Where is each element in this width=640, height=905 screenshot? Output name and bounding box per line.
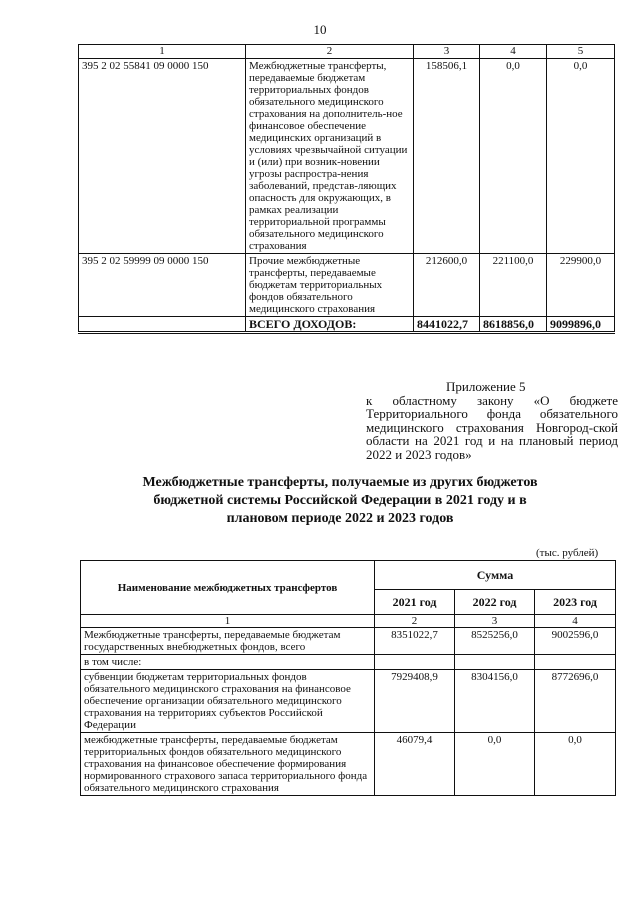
name-header: Наименование межбюджетных трансфертов	[81, 561, 375, 615]
transfer-name: Межбюджетные трансферты, передаваемые бюджетам государственных внебюджетных фондов, всего	[81, 628, 375, 655]
col-number: 4	[535, 615, 616, 628]
col-number: 5	[547, 45, 615, 59]
value-2021	[375, 655, 455, 670]
value-2022: 8525256,0	[455, 628, 535, 655]
budget-code: 395 2 02 59999 09 0000 150	[79, 254, 246, 317]
table-row	[81, 733, 616, 796]
year-header: 2023 год	[535, 590, 616, 615]
transfer-name: межбюджетные трансферты, передаваемые бюджетам территориальных фондов обязательного медицинского страхования на финансовое обеспечение формирования нормированного страхового запаса территориального фонда обязательного медицинского страхования	[81, 733, 375, 796]
col-number: 3	[414, 45, 480, 59]
header-row	[81, 561, 616, 590]
page-number: 10	[313, 22, 327, 37]
value-2023: 8772696,0	[535, 670, 616, 733]
value-2022	[455, 655, 535, 670]
value-2021: 158506,1	[414, 59, 480, 254]
value-2023: 0,0	[547, 59, 615, 254]
value-2023: 9002596,0	[535, 628, 616, 655]
value-2022: 0,0	[455, 733, 535, 796]
table-row	[79, 254, 615, 317]
total-empty-cell	[79, 317, 246, 333]
table-row	[81, 628, 616, 655]
value-2022: 8304156,0	[455, 670, 535, 733]
col-number: 1	[81, 615, 375, 628]
income-name: Прочие межбюджетные трансферты, передаваемые бюджетам территориальных фондов обязательного медицинского страхования	[246, 254, 414, 317]
value-2021: 212600,0	[414, 254, 480, 317]
transfers-table	[80, 560, 616, 796]
value-2021: 7929408,9	[375, 670, 455, 733]
column-number-row	[81, 615, 616, 628]
income-name: Межбюджетные трансферты, передаваемые бюджетам территориальных фондов обязательного медицинского страхования на дополнитель-ное финансовое обеспечение медицинских организаций в условиях чрезвычайной ситуации и (или) при возник-новении угрозы распростра-нения заболеваний, представ-ляющих опасность для окружающих, в рамках реализации территориальной программы обязательного медицинского страхования	[246, 59, 414, 254]
col-number: 2	[246, 45, 414, 59]
budget-code: 395 2 02 55841 09 0000 150	[79, 59, 246, 254]
total-label: ВСЕГО ДОХОДОВ:	[246, 317, 414, 333]
appendix-body: к областному закону «О бюджете Территориального фонда обязательного медицинского страхования Новгород-ской области на 2021 год и на плановый период 2022 и 2023 годов»	[366, 392, 618, 462]
income-table	[78, 44, 615, 334]
value-2022: 0,0	[480, 59, 547, 254]
appendix-reference	[366, 380, 618, 461]
col-number: 2	[375, 615, 455, 628]
total-2021: 8441022,7	[414, 317, 480, 333]
unit-label: (тыс. рублей)	[536, 547, 599, 559]
col-number: 1	[79, 45, 246, 59]
transfer-name: в том числе:	[81, 655, 375, 670]
table-row	[81, 670, 616, 733]
col-number: 4	[480, 45, 547, 59]
value-2023: 0,0	[535, 733, 616, 796]
table-row	[81, 655, 616, 670]
sum-header: Сумма	[375, 561, 616, 590]
value-2021: 46079,4	[375, 733, 455, 796]
document-title: Межбюджетные трансферты, получаемые из других бюджетов бюджетной системы Российской Федерации в 2021 году и в плановом периоде 2022 и 2023 годов	[142, 475, 538, 526]
year-header: 2022 год	[455, 590, 535, 615]
transfer-name: субвенции бюджетам территориальных фондов обязательного медицинского страхования на финансовое обеспечение организации обязательного медицинского страхования на территориях субъектов Российской Федерации	[81, 670, 375, 733]
appendix-head: Приложение 5	[446, 379, 526, 394]
total-row	[79, 317, 615, 333]
total-2022: 8618856,0	[480, 317, 547, 333]
year-header: 2021 год	[375, 590, 455, 615]
value-2023	[535, 655, 616, 670]
table-row	[79, 59, 615, 254]
value-2022: 221100,0	[480, 254, 547, 317]
total-2023: 9099896,0	[547, 317, 615, 333]
column-number-row	[79, 45, 615, 59]
value-2021: 8351022,7	[375, 628, 455, 655]
value-2023: 229900,0	[547, 254, 615, 317]
col-number: 3	[455, 615, 535, 628]
